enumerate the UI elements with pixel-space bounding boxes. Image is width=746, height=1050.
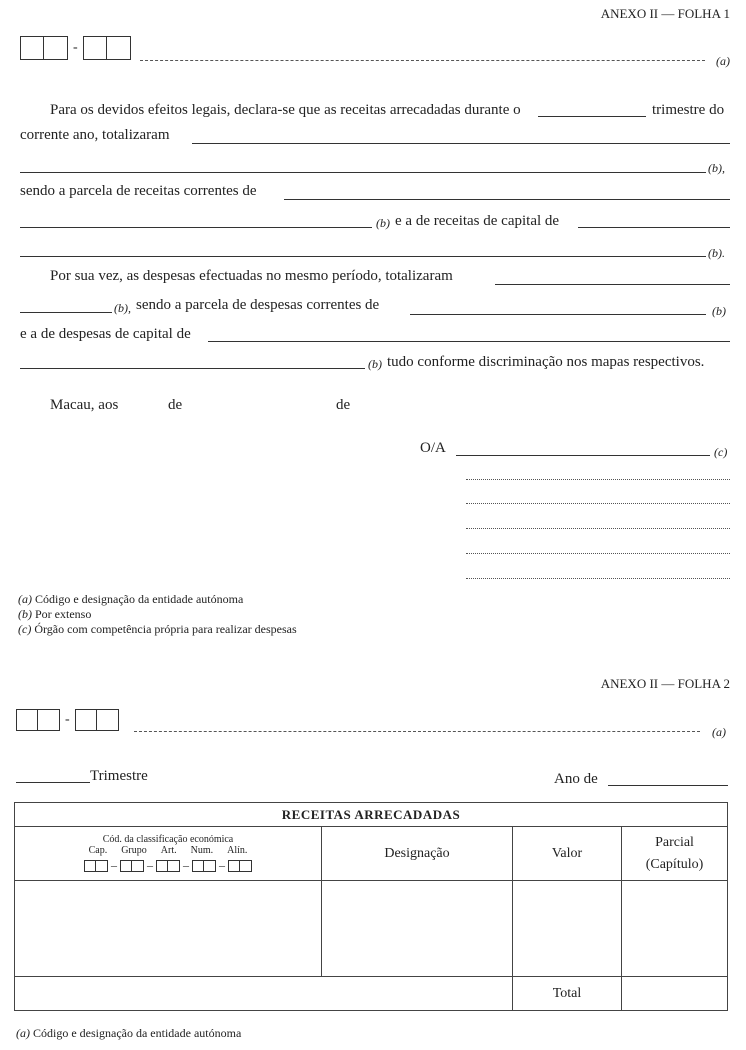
despesas-correntes-field[interactable] bbox=[410, 314, 706, 315]
footnotes-sheet1 bbox=[18, 592, 297, 637]
code-cell[interactable] bbox=[83, 36, 107, 60]
note-ref-b: (b) bbox=[376, 216, 390, 230]
table-title: RECEITAS ARRECADADAS bbox=[15, 803, 728, 827]
signature-dotted-line[interactable] bbox=[466, 553, 730, 554]
footnote-text: Código e designação da entidade autónoma bbox=[33, 1026, 242, 1040]
col-parcial-line1: Parcial bbox=[655, 834, 694, 850]
para1-text-5: e a de receitas de capital de bbox=[395, 213, 560, 229]
code-cell[interactable] bbox=[192, 860, 204, 872]
footnote-c bbox=[18, 622, 297, 637]
table-title-row bbox=[15, 803, 728, 827]
signature-dotted-line[interactable] bbox=[466, 503, 730, 504]
para2-text-4: tudo conforme discriminação nos mapas respectivos. bbox=[387, 354, 705, 370]
code-cell[interactable] bbox=[97, 709, 119, 731]
ano-field[interactable] bbox=[608, 785, 728, 786]
date-de-1: de bbox=[168, 397, 183, 413]
code-cell[interactable] bbox=[84, 860, 96, 872]
despesas-capital-field-2[interactable] bbox=[20, 368, 365, 369]
code-field-alin: Alín. bbox=[227, 845, 248, 856]
footnote-ref: (b) bbox=[18, 607, 32, 621]
footnote-sheet2 bbox=[16, 1026, 241, 1041]
receitas-capital-field-1[interactable] bbox=[578, 227, 730, 228]
note-ref-b: (b) bbox=[368, 357, 382, 371]
code-field-cap: Cap. bbox=[88, 845, 108, 856]
entity-name-field-sheet2[interactable] bbox=[134, 731, 700, 732]
footnote-ref: (a) bbox=[18, 592, 32, 606]
signature-label: O/A bbox=[420, 440, 446, 456]
total-blank-cell bbox=[15, 977, 513, 1011]
date-place: Macau, aos bbox=[50, 397, 119, 413]
despesas-capital-field-1[interactable] bbox=[208, 341, 730, 342]
code-cell[interactable] bbox=[156, 860, 168, 872]
receitas-correntes-field-1[interactable] bbox=[284, 199, 730, 200]
code-dash: – bbox=[183, 858, 189, 872]
para1-text-1: Para os devidos efeitos legais, declara-se que as receitas arrecadadas durante o bbox=[50, 102, 521, 118]
para1-text-2: trimestre do bbox=[652, 102, 725, 118]
signature-dotted-line[interactable] bbox=[466, 578, 730, 579]
code-field-labels bbox=[15, 845, 321, 856]
code-cell[interactable] bbox=[96, 860, 108, 872]
col-parcial bbox=[622, 827, 728, 881]
code-dash: – bbox=[111, 858, 117, 872]
code-cell[interactable] bbox=[120, 860, 132, 872]
para2-text-2: sendo a parcela de despesas correntes de bbox=[136, 297, 380, 313]
code-cell[interactable] bbox=[168, 860, 180, 872]
col-valor: Valor bbox=[513, 827, 622, 881]
designacao-entry-cell[interactable] bbox=[322, 881, 513, 977]
entity-code-boxes[interactable] bbox=[20, 36, 131, 60]
code-cell[interactable] bbox=[44, 36, 68, 60]
code-field-grupo: Grupo bbox=[121, 845, 147, 856]
code-cell[interactable] bbox=[228, 860, 240, 872]
col-designacao: Designação bbox=[322, 827, 513, 881]
para1-text-3: corrente ano, totalizaram bbox=[20, 127, 170, 143]
sheet1-header: ANEXO II — FOLHA 1 bbox=[600, 6, 730, 21]
note-ref-b: (b). bbox=[708, 246, 725, 260]
code-cell[interactable] bbox=[132, 860, 144, 872]
trimestre-field-sheet2[interactable] bbox=[16, 782, 90, 783]
total-despesas-field-2[interactable] bbox=[20, 312, 112, 313]
parcial-entry-cell[interactable] bbox=[622, 881, 728, 977]
valor-entry-cell[interactable] bbox=[513, 881, 622, 977]
code-field-num: Num. bbox=[190, 845, 214, 856]
receitas-correntes-field-2[interactable] bbox=[20, 227, 372, 228]
receitas-capital-field-2[interactable] bbox=[20, 256, 706, 257]
footnote-text: Órgão com competência própria para realizar despesas bbox=[34, 622, 297, 636]
total-label: Total bbox=[513, 977, 622, 1011]
code-cell[interactable] bbox=[75, 709, 97, 731]
classification-code-boxes[interactable] bbox=[15, 858, 321, 873]
code-dash: – bbox=[219, 858, 225, 872]
para2-text-1: Por sua vez, as despesas efectuadas no mesmo período, totalizaram bbox=[50, 268, 453, 284]
footnote-ref: (a) bbox=[16, 1026, 30, 1040]
table-body-row bbox=[15, 881, 728, 977]
footnote-b bbox=[18, 607, 297, 622]
note-ref-a: (a) bbox=[712, 725, 726, 739]
total-receitas-field-2[interactable] bbox=[20, 172, 706, 173]
footnote-text: Código e designação da entidade autónoma bbox=[35, 592, 244, 606]
code-cell[interactable] bbox=[16, 709, 38, 731]
code-dash: – bbox=[147, 858, 153, 872]
note-ref-b: (b), bbox=[708, 161, 725, 175]
note-ref-a: (a) bbox=[716, 54, 730, 68]
total-despesas-field-1[interactable] bbox=[495, 284, 730, 285]
footnote-a bbox=[18, 592, 297, 607]
signature-dotted-line[interactable] bbox=[466, 479, 730, 480]
total-value-cell[interactable] bbox=[622, 977, 728, 1011]
trimestre-label: Trimestre bbox=[90, 768, 148, 784]
code-separator: - bbox=[65, 712, 70, 727]
code-cell[interactable] bbox=[204, 860, 216, 872]
sheet2-header: ANEXO II — FOLHA 2 bbox=[600, 676, 730, 691]
note-ref-b: (b), bbox=[114, 301, 131, 315]
code-cell[interactable] bbox=[20, 36, 44, 60]
trimestre-field[interactable] bbox=[538, 116, 646, 117]
code-field-art: Art. bbox=[160, 845, 177, 856]
para1-text-4: sendo a parcela de receitas correntes de bbox=[20, 183, 257, 199]
entity-code-boxes-sheet2[interactable] bbox=[16, 709, 119, 731]
table-total-row bbox=[15, 977, 728, 1011]
code-cell[interactable] bbox=[38, 709, 60, 731]
note-ref-c: (c) bbox=[714, 445, 728, 459]
code-cell[interactable] bbox=[240, 860, 252, 872]
signature-dotted-line[interactable] bbox=[466, 528, 730, 529]
code-header-cell bbox=[15, 827, 322, 881]
ano-label: Ano de bbox=[554, 771, 598, 787]
code-cell[interactable] bbox=[107, 36, 131, 60]
signature-field[interactable] bbox=[456, 455, 710, 456]
code-separator: - bbox=[73, 40, 78, 55]
footnote-ref: (c) bbox=[18, 622, 32, 636]
footnote-text: Por extenso bbox=[35, 607, 92, 621]
table-header-row bbox=[15, 827, 728, 881]
receitas-table bbox=[14, 802, 728, 1011]
para2-text-3: e a de despesas de capital de bbox=[20, 326, 191, 342]
code-entry-cell[interactable] bbox=[15, 881, 322, 977]
total-receitas-field-1[interactable] bbox=[192, 143, 730, 144]
code-header: Cód. da classificação económica bbox=[102, 834, 234, 845]
date-de-2: de bbox=[336, 397, 351, 413]
col-parcial-line2: (Capítulo) bbox=[645, 856, 704, 872]
entity-name-field[interactable] bbox=[140, 60, 705, 61]
note-ref-b: (b) bbox=[712, 304, 726, 318]
